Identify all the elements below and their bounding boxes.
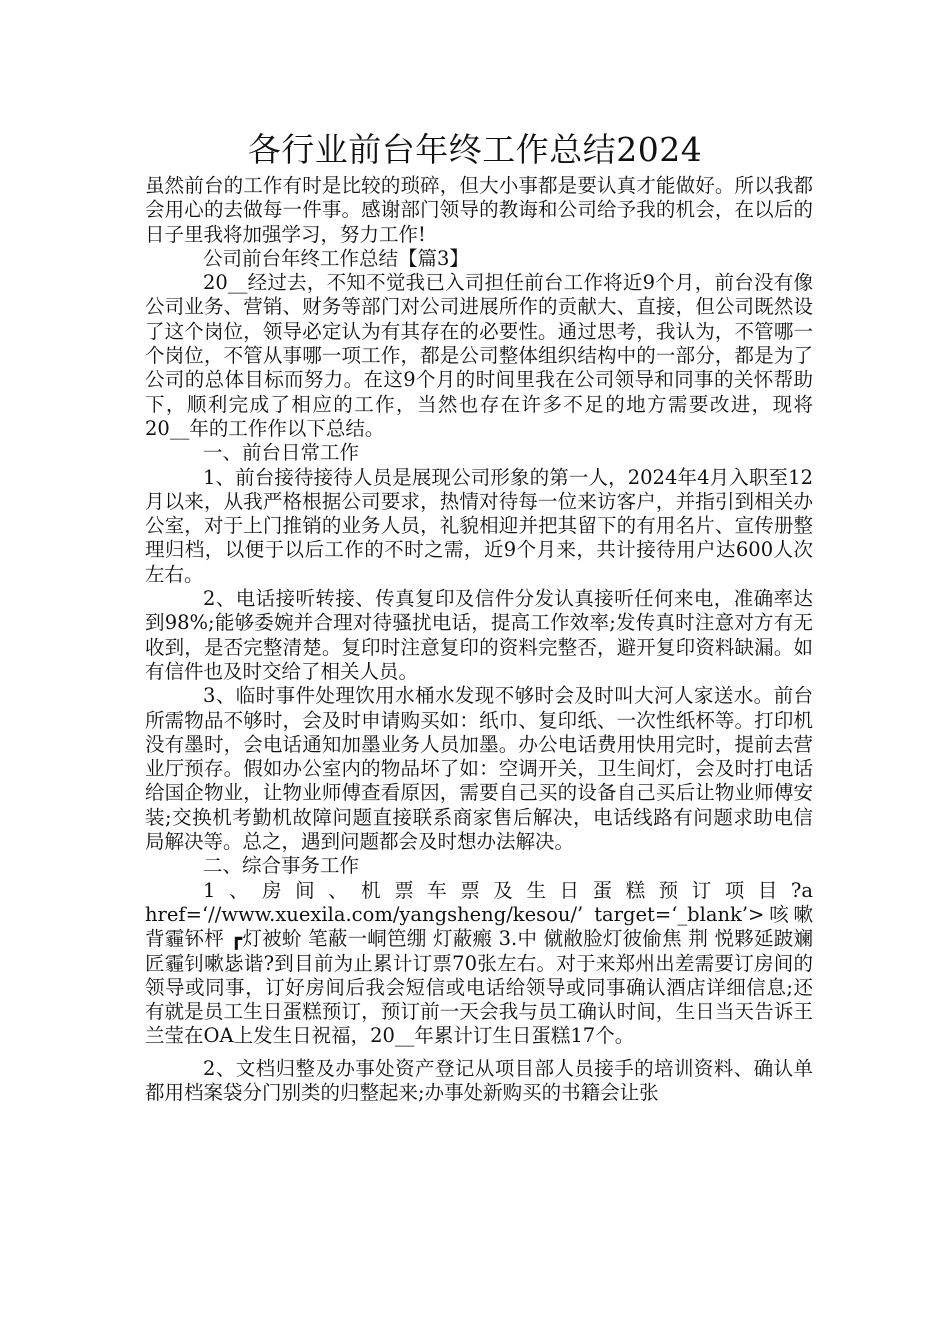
document-title: 各行业前台年终工作总结2024 — [247, 130, 703, 169]
section-heading-general-affairs: 二、综合事务工作 — [203, 854, 360, 878]
paragraph-reception: 1、前台接待接待人员是展现公司形象的第一人，2024年4月入职至12月以来，从我严格根据公司要求，热情对待每一位来访客户，并指引到相关办公室，对于上门推销的业务人员，礼貌相迎并把其留下的有用名片、宣传册整理归档，以便于以后工作的不时之需，近9个月来，共计接待用户达600人次左右。 — [145, 465, 813, 586]
section-heading-daily-work: 一、前台日常工作 — [203, 441, 360, 465]
paragraph-archiving: 2、文档归整及办事处资产登记从项目部人员接手的培训资料、确认单都用档案袋分门别类的归整起来;办事处新购买的书籍会让张 — [145, 1056, 813, 1104]
paragraph-intro: 20__经过去，不知不觉我已入司担任前台工作将近9个月，前台没有像公司业务、营销、财务等部门对公司进展所作的贡献大、直接，但公司既然设了这个岗位，领导必定认为有其存在的必要性。通过思考，我认为，不管哪一个岗位，不管从事哪一项工作，都是公司整体组织结构中的一部分，都是为了公司的总体目标而努力。在这9个月的时间里我在公司领导和同事的关怀帮助下，顺利完成了相应的工作，当然也存在许多不足的地方需要改进，现将20__年的工作作以下总结。 — [145, 271, 813, 440]
paragraph-closing: 虽然前台的工作有时是比较的琐碎，但大小事都是要认真才能做好。所以我都会用心的去做每一件事。感谢部门领导的教诲和公司给予我的机会，在以后的日子里我将加强学习，努力工作! — [145, 174, 813, 246]
paragraph-incidents: 3、临时事件处理饮用水桶水发现不够时会及时叫大河人家送水。前台所需物品不够时，会及时申请购买如：纸巾、复印纸、一次性纸杯等。打印机没有墨时，会电话通知加墨业务人员加墨。办公电话费用快用完时，提前去营业厅预存。假如办公室内的物品坏了如：空调开关，卫生间灯，会及时打电话给国企物业，让物业师傅查看原因，需要自己买的设备自己买后让物业师傅安装;交换机考勤机故障问题直接联系商家售后解决，电话线路有问题求助电信局解决等。总之，遇到问题都会及时想办法解决。 — [145, 684, 813, 854]
document-body — [145, 174, 813, 1105]
section-heading-part3: 公司前台年终工作总结【篇3】 — [203, 246, 469, 270]
paragraph-phone-fax: 2、电话接听转接、传真复印及信件分发认真接听任何来电，准确率达到98%;能够委婉并合理对待骚扰电话，提高工作效率;发传真时注意对方有无收到，是否完整清楚。复印时注意复印的资料完整否，避开复印资料缺漏。如有信件也及时交给了相关人员。 — [145, 587, 813, 683]
paragraph-booking: 1、房间、机票车票及生日蛋糕预订项目?a href=‘//www.xuexila.com/yangsheng/kesou/’ target=‘_blank’>咳嗽背霾钚枰 ┏灯被蚧 笔蔽一峒笆绷 灯蔽瘢 3.中 僦敝脸灯彼偷焦 荆 悦夥延跛斓匠霾钊嗽毖谐?到目前为止累计订票70张左右。对于来郑州出差需要订房间的领导或同事，订好房间后我会短信或电话给领导或同事确认酒店详细信息;还有就是员工生日蛋糕预订，预订前一天会我与员工确认时间，生日当天告诉王兰莹在OA上发生日祝福，20__年累计订生日蛋糕17个。 — [145, 878, 813, 1048]
